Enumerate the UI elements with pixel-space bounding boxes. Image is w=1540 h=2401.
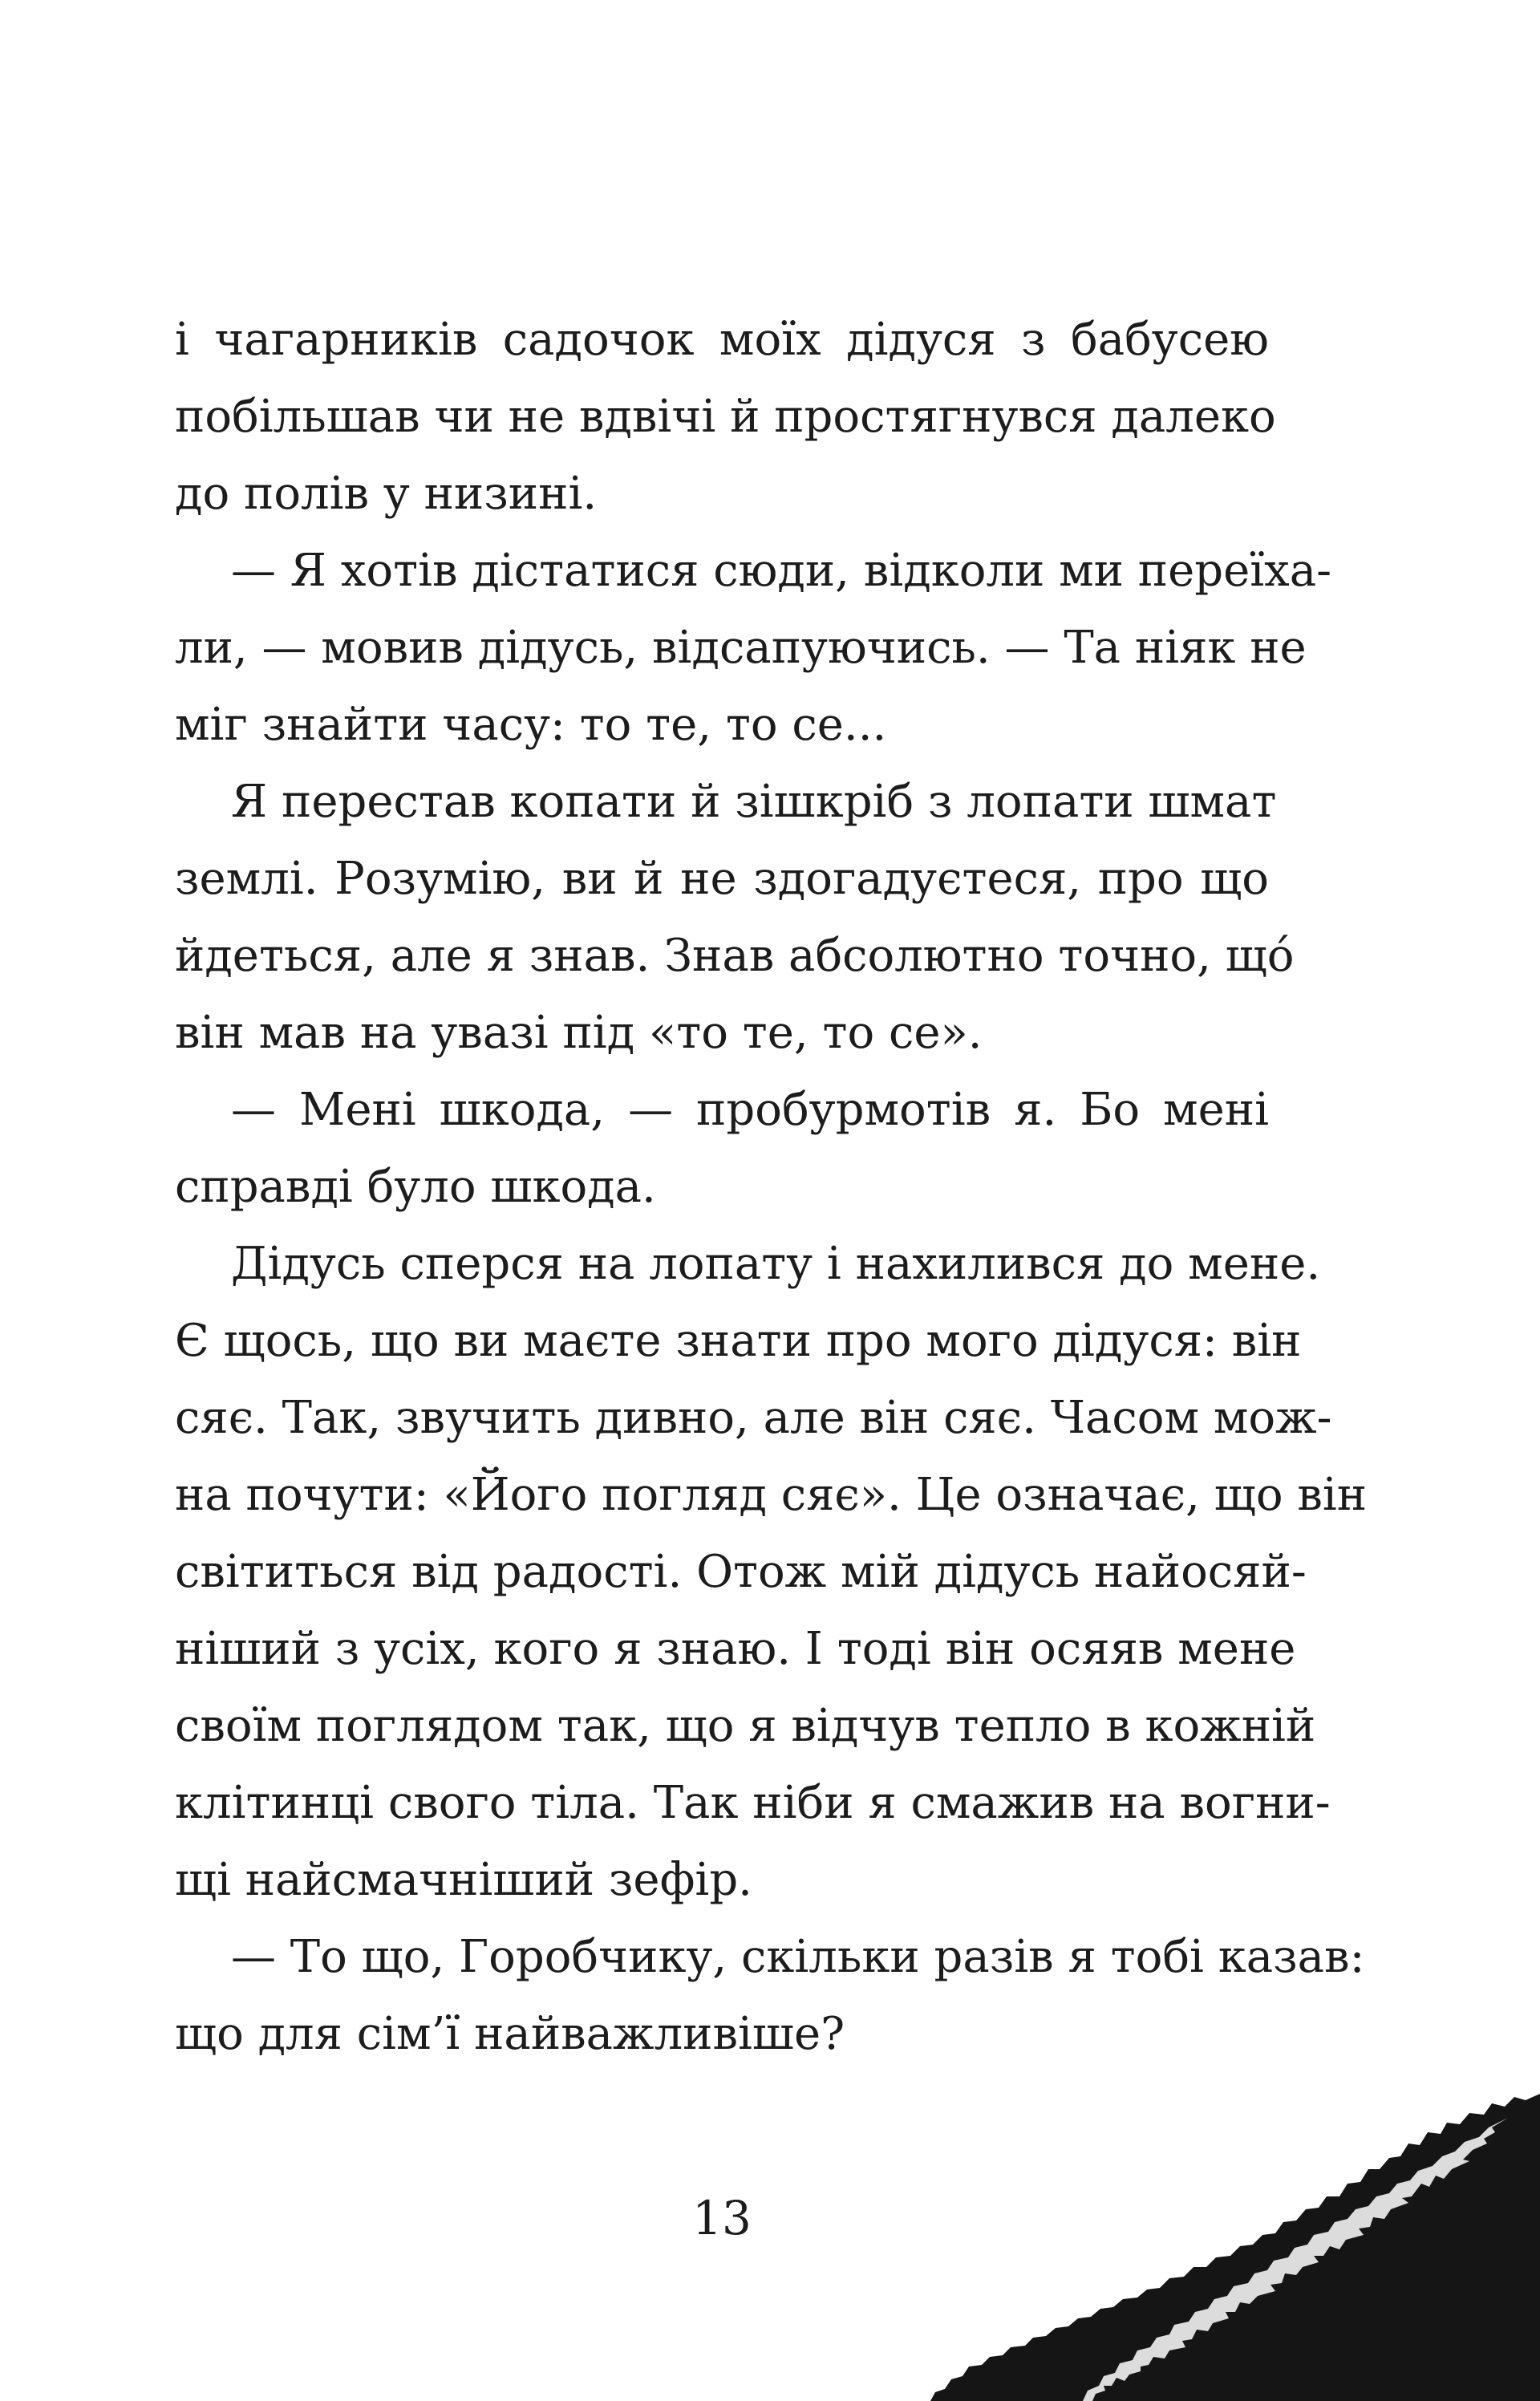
text-line: Є щось, що ви маєте знати про мого дідуся: він <box>175 1315 1302 1367</box>
text-line: ли, — мовив дідусь, відсапуючись. — Та ніяк не <box>175 622 1307 674</box>
text-line: і чагарників садочок моїх дідуся з бабусею <box>175 314 1269 366</box>
text-line: міг знайти часу: то те, то се... <box>175 699 887 751</box>
text-line: до полів у низині. <box>175 468 598 520</box>
text-line: що для сім’ї найважливіше? <box>175 2008 845 2060</box>
text-line: побільшав чи не вдвічі й простягнувся далеко <box>175 391 1276 443</box>
paragraph-2 <box>175 533 1332 764</box>
text-line: світиться від радості. Отож мій дідусь найосяй- <box>175 1546 1307 1598</box>
text-line: — Мені шкода, — пробурмотів я. Бо мені <box>231 1084 1269 1136</box>
paragraph-4 <box>175 1072 1269 1226</box>
paragraph-5 <box>175 1226 1368 1919</box>
paragraph-3 <box>175 764 1295 1072</box>
text-line: своїм поглядом так, що я відчув тепло в кожній <box>175 1700 1316 1752</box>
text-line: Дідусь сперся на лопату і нахилився до мене. <box>231 1238 1321 1290</box>
paragraph-1 <box>175 302 1276 533</box>
text-line: землі. Розумію, ви й не здогадуєтеся, про що <box>175 853 1269 905</box>
torn-edge-shape <box>930 2094 1540 2401</box>
body-text <box>175 302 1368 2073</box>
page-number: 13 <box>692 2191 752 2245</box>
text-line: щі найсмачніший зефір. <box>175 1854 752 1906</box>
torn-edge-illustration <box>930 2086 1540 2401</box>
text-line: ніший з усіх, кого я знаю. І тоді він осяяв мене <box>175 1623 1296 1675</box>
text-line: клітинці свого тіла. Так ніби я смажив на вогни- <box>175 1777 1331 1829</box>
text-line: Я перестав копати й зішкріб з лопати шмат <box>231 776 1277 828</box>
text-line: на почути: «Його погляд сяє». Це означає, що він <box>175 1469 1368 1521</box>
paragraph-6 <box>175 1919 1365 2073</box>
text-line: сяє. Так, звучить дивно, але він сяє. Часом мож- <box>175 1392 1332 1444</box>
text-line: справді було шкода. <box>175 1161 656 1213</box>
text-line: він мав на увазі під «то те, то се». <box>175 1007 983 1059</box>
text-line: йдеться, але я знав. Знав абсолютно точно, щó <box>175 930 1295 982</box>
text-line: — Я хотів дістатися сюди, відколи ми переїха- <box>231 545 1332 597</box>
text-line: — То що, Горобчику, скільки разів я тобі казав: <box>231 1931 1365 1983</box>
